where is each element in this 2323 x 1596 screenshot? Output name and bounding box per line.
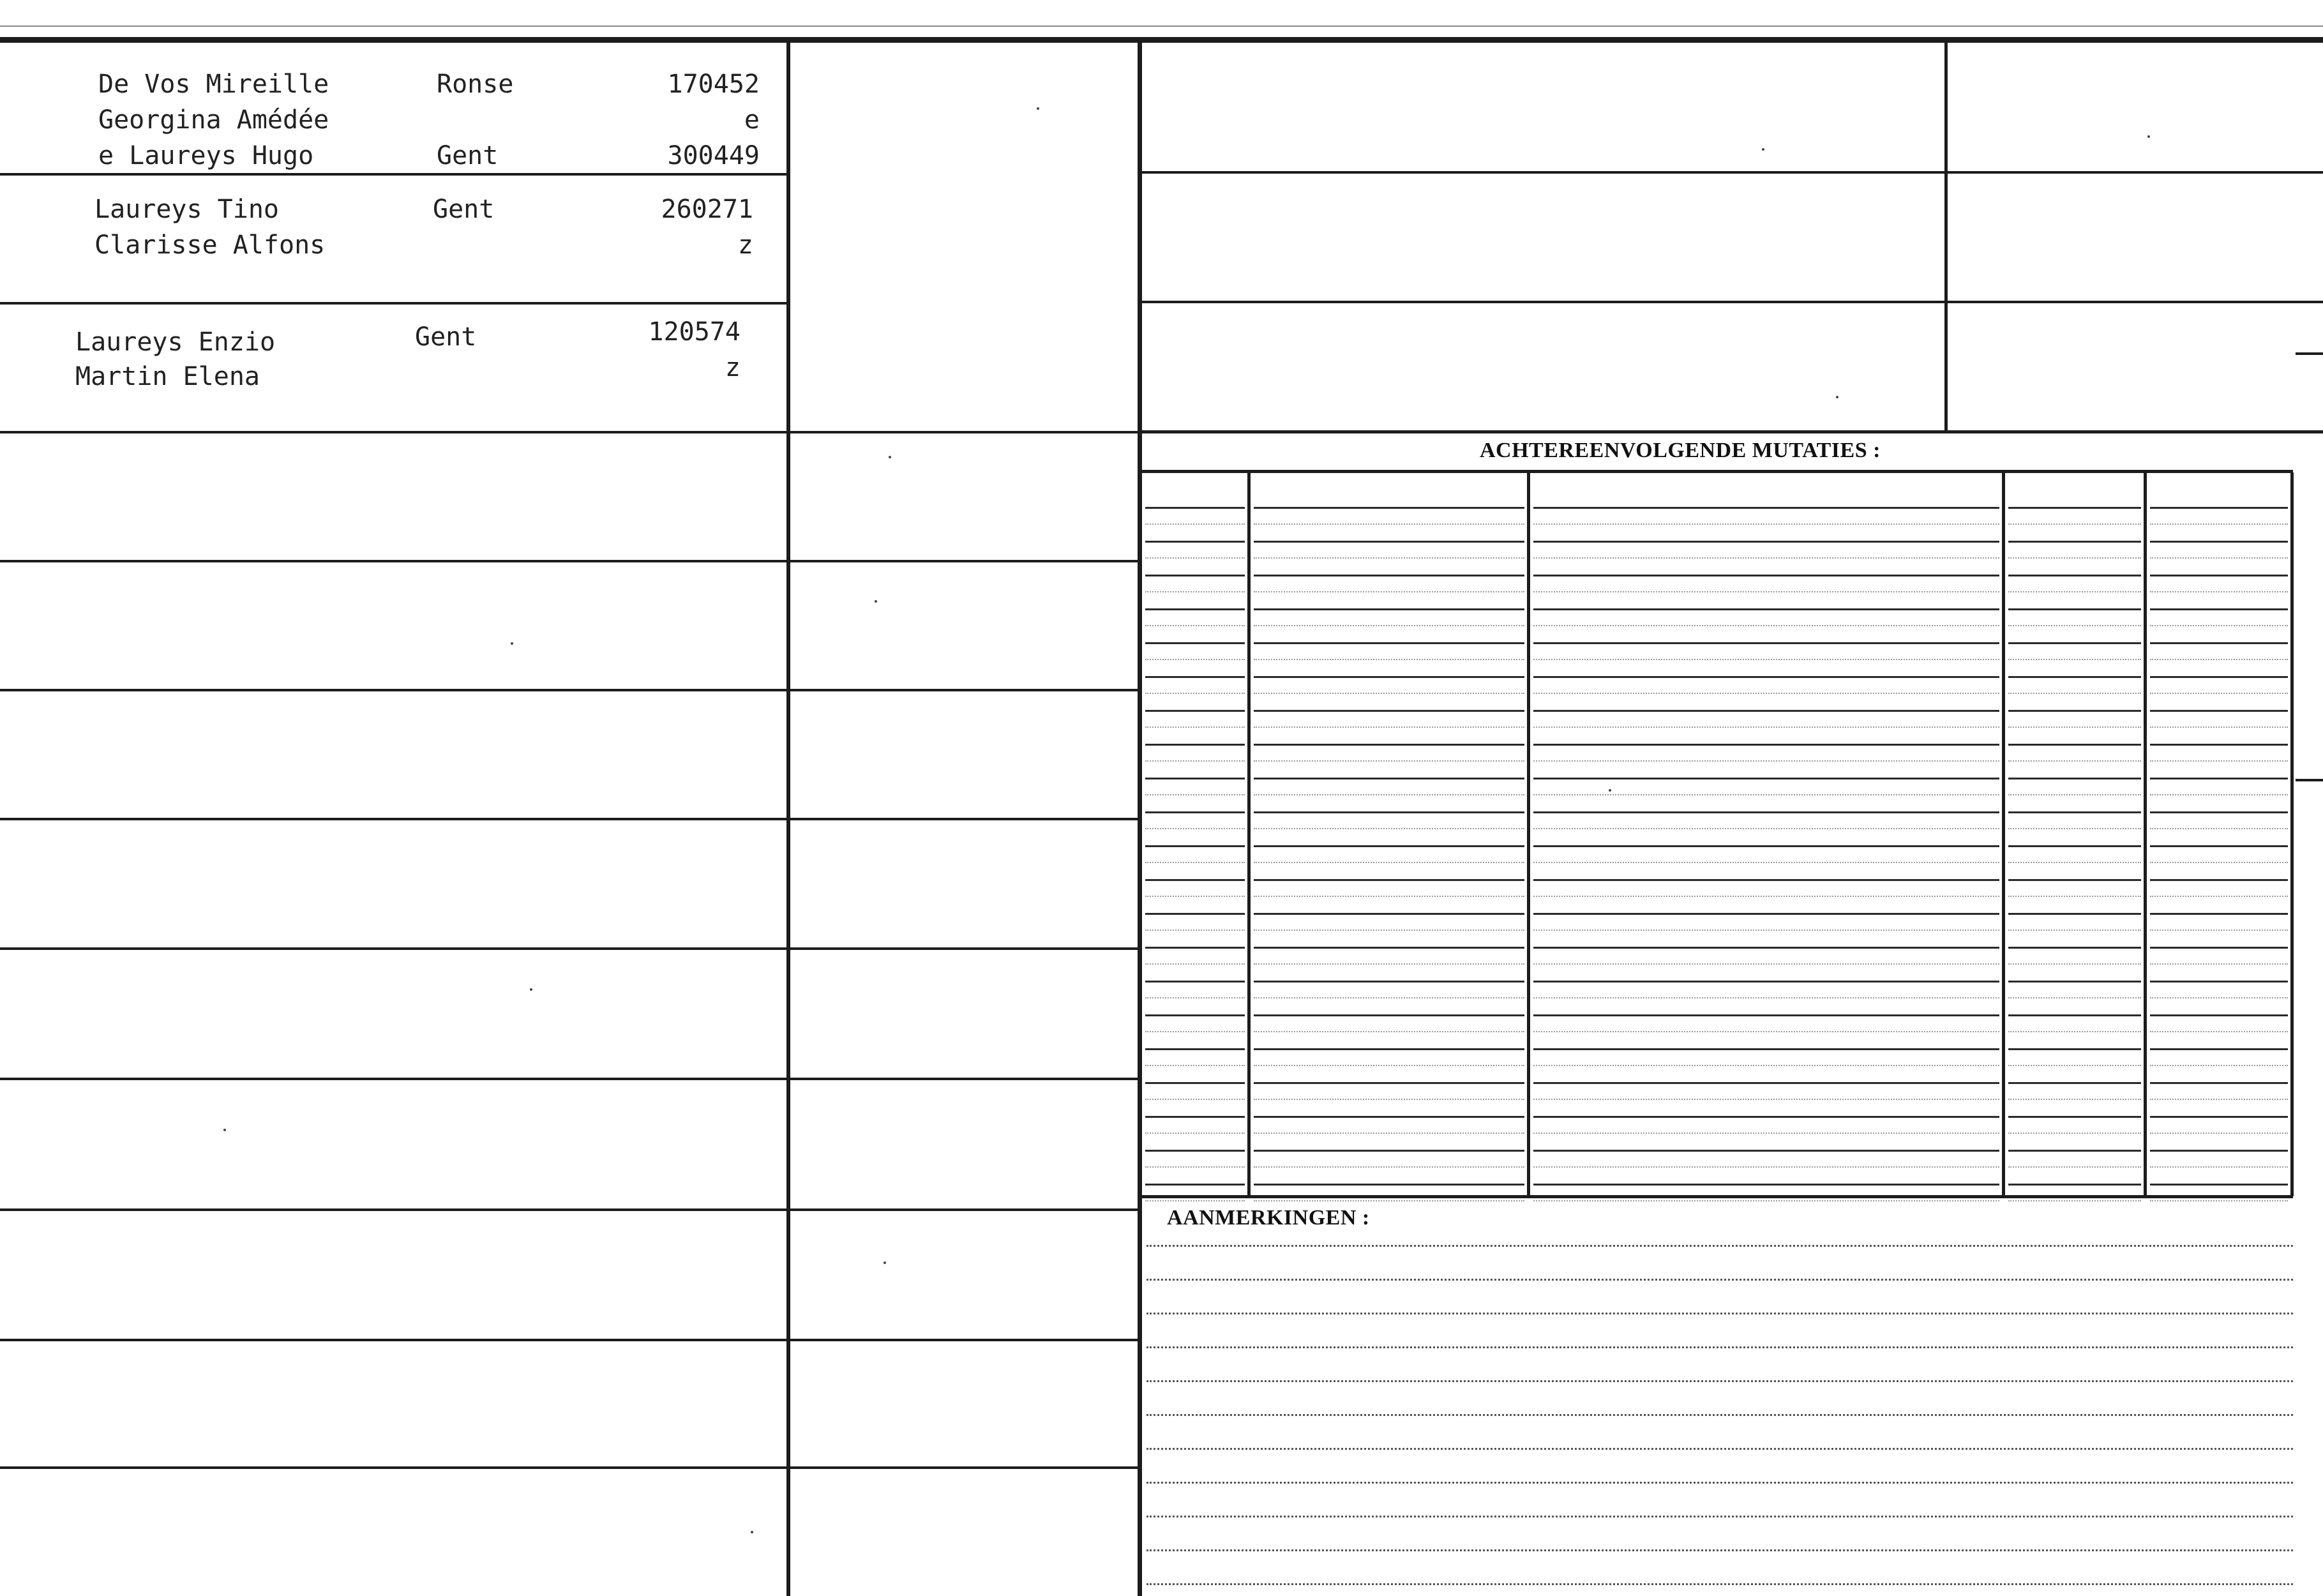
mutation-row-line xyxy=(1254,778,1524,779)
edge-mark xyxy=(2296,352,2323,355)
mutation-row-line xyxy=(1254,642,1524,644)
mutation-row-line xyxy=(2008,1150,2141,1152)
mutation-row-line xyxy=(1533,947,1999,949)
mutation-row-line xyxy=(1254,947,1524,949)
row-line xyxy=(0,689,789,691)
mutation-row-guide xyxy=(2008,693,2141,694)
remark-line xyxy=(1146,1516,2293,1517)
mutation-row-line xyxy=(1145,879,1245,881)
mutation-row-guide xyxy=(2150,1031,2288,1032)
scan-speck xyxy=(751,1531,753,1533)
mutation-row-line xyxy=(1254,1116,1524,1118)
mutation-row-guide xyxy=(2150,963,2288,965)
row-line xyxy=(789,947,1139,950)
mutation-row-guide xyxy=(1145,828,1245,829)
mutation-row-guide xyxy=(1254,591,1524,592)
row-line xyxy=(0,1339,789,1341)
mutation-row-guide xyxy=(1145,997,1245,998)
entry-1-name-line-1: De Vos Mireille xyxy=(98,70,329,99)
mutation-row-line xyxy=(1254,1082,1524,1084)
mutation-row-line xyxy=(1533,879,1999,881)
mutation-row-guide xyxy=(1533,930,1999,931)
remark-line xyxy=(1146,1414,2293,1416)
scan-speck xyxy=(875,600,877,603)
mutation-row-guide xyxy=(2008,997,2141,998)
mutation-row-line xyxy=(1254,981,1524,982)
row-line xyxy=(789,1078,1139,1080)
entry-1-code-line-1: 170452 xyxy=(667,70,760,99)
mutation-row-guide xyxy=(1254,1065,1524,1066)
row-line xyxy=(1140,430,2323,433)
mutation-row-line xyxy=(2008,541,2141,543)
mutation-row-guide xyxy=(1254,1133,1524,1134)
mutation-row-line xyxy=(2150,575,2288,576)
mutation-row-line xyxy=(1533,642,1999,644)
mutation-row-line xyxy=(1533,1184,1999,1186)
mutation-row-line xyxy=(1533,811,1999,813)
row-line xyxy=(0,302,789,305)
mutation-row-guide xyxy=(2008,794,2141,795)
entry-3-place-line-1: Gent xyxy=(415,322,477,352)
mutation-row-guide xyxy=(2150,726,2288,728)
row-line xyxy=(789,1208,1139,1211)
mutation-row-guide xyxy=(1533,523,1999,525)
mutations-table-bottom xyxy=(1140,1195,2293,1198)
entry-2-place-line-1: Gent xyxy=(433,195,495,224)
mutation-row-line xyxy=(2008,845,2141,847)
mutation-row-line xyxy=(2150,1048,2288,1050)
entry-1-place-line-3: Gent xyxy=(437,141,499,170)
mutation-row-line xyxy=(1254,845,1524,847)
mutation-row-line xyxy=(1533,541,1999,543)
mutation-row-line xyxy=(1533,1082,1999,1084)
remark-line xyxy=(1146,1549,2293,1551)
mutation-row-guide xyxy=(2150,1133,2288,1134)
mutation-row-line xyxy=(2008,1184,2141,1186)
mutation-row-guide xyxy=(2008,523,2141,525)
mutation-row-line xyxy=(2150,1014,2288,1016)
mutation-row-line xyxy=(2150,879,2288,881)
mutation-row-line xyxy=(2150,541,2288,543)
row-line xyxy=(0,560,789,562)
scan-speck xyxy=(1836,396,1838,398)
mutation-row-line xyxy=(1145,947,1245,949)
row-line xyxy=(0,947,789,950)
mutation-row-line xyxy=(1145,845,1245,847)
mutation-row-line xyxy=(1145,1014,1245,1016)
mutation-row-guide xyxy=(1145,1133,1245,1134)
row-line xyxy=(789,1339,1139,1341)
mutation-row-guide xyxy=(1254,963,1524,965)
mutation-row-guide xyxy=(1533,997,1999,998)
mutation-row-line xyxy=(1254,913,1524,915)
mutation-row-guide xyxy=(1145,1166,1245,1168)
mutations-col-divider xyxy=(1527,472,1530,1196)
mutation-row-guide xyxy=(2008,1133,2141,1134)
mutations-col-divider xyxy=(2144,472,2147,1196)
mutation-row-line xyxy=(1254,541,1524,543)
mutations-col-divider xyxy=(1247,472,1251,1196)
mutation-row-guide xyxy=(1533,557,1999,559)
mutation-row-line xyxy=(1254,710,1524,712)
mutations-table-top xyxy=(1140,470,2293,473)
mutation-row-line xyxy=(1145,1150,1245,1152)
mutation-row-line xyxy=(1145,913,1245,915)
mutation-row-line xyxy=(1533,1116,1999,1118)
mutation-row-guide xyxy=(2008,1166,2141,1168)
mutation-row-line xyxy=(1145,1184,1245,1186)
mutation-row-guide xyxy=(2008,557,2141,559)
scan-speck xyxy=(1037,107,1039,110)
mutation-row-guide xyxy=(1254,828,1524,829)
top-border xyxy=(0,37,2323,43)
mutation-row-line xyxy=(1533,744,1999,746)
entry-1-name-line-3: e Laureys Hugo xyxy=(98,141,314,170)
mutation-row-guide xyxy=(2150,1200,2288,1201)
row-line xyxy=(0,1466,789,1469)
mutation-row-guide xyxy=(1145,1200,1245,1201)
mutation-row-line xyxy=(1254,608,1524,610)
mutation-row-line xyxy=(1145,507,1245,509)
mutation-row-guide xyxy=(1533,659,1999,660)
scan-speck xyxy=(530,988,532,991)
mutation-row-guide xyxy=(1254,523,1524,525)
mutation-row-line xyxy=(2150,744,2288,746)
mutation-row-line xyxy=(2008,744,2141,746)
mutation-row-guide xyxy=(1254,726,1524,728)
mutation-row-guide xyxy=(2150,659,2288,660)
entry-1-code-line-3: 300449 xyxy=(667,141,760,170)
mutation-row-guide xyxy=(1145,1065,1245,1066)
entry-2-code-line-1: 260271 xyxy=(661,195,753,224)
mutation-row-guide xyxy=(1254,930,1524,931)
mutation-row-guide xyxy=(2008,896,2141,897)
mutation-row-line xyxy=(2150,642,2288,644)
mutation-row-line xyxy=(1533,913,1999,915)
mutation-row-line xyxy=(1533,1150,1999,1152)
mutation-row-line xyxy=(1145,1082,1245,1084)
mutation-row-guide xyxy=(1254,997,1524,998)
mutation-row-guide xyxy=(2008,1065,2141,1066)
mutation-row-line xyxy=(1533,710,1999,712)
mutation-row-line xyxy=(2150,608,2288,610)
mutation-row-line xyxy=(1145,1048,1245,1050)
mutations-col-divider xyxy=(2002,472,2005,1196)
row-line xyxy=(0,1078,789,1080)
mutation-row-line xyxy=(2008,507,2141,509)
mutation-row-guide xyxy=(2008,760,2141,762)
mutation-row-guide xyxy=(1145,726,1245,728)
mutation-row-guide xyxy=(2150,693,2288,694)
scan-speck xyxy=(1762,148,1764,151)
mutation-row-line xyxy=(2150,811,2288,813)
scan-speck xyxy=(223,1129,226,1131)
mutation-row-line xyxy=(2150,981,2288,982)
remark-line xyxy=(1146,1380,2293,1382)
mutation-row-line xyxy=(2008,879,2141,881)
mutation-row-line xyxy=(1254,507,1524,509)
mutation-row-line xyxy=(1145,541,1245,543)
mutation-row-line xyxy=(1254,879,1524,881)
mutation-row-guide xyxy=(1145,1099,1245,1100)
mutation-row-line xyxy=(1533,778,1999,779)
mutation-row-line xyxy=(2150,1184,2288,1186)
mutation-row-guide xyxy=(2008,625,2141,626)
mutation-row-guide xyxy=(2150,1099,2288,1100)
mutation-row-line xyxy=(1145,710,1245,712)
mutation-row-line xyxy=(2008,1116,2141,1118)
mutation-row-line xyxy=(1533,676,1999,678)
mutation-row-line xyxy=(1533,575,1999,576)
mutation-row-line xyxy=(1254,575,1524,576)
row-line xyxy=(1140,171,2323,174)
mutation-row-guide xyxy=(2008,930,2141,931)
mutation-row-guide xyxy=(1145,693,1245,694)
edge-mark xyxy=(2296,779,2323,781)
mutation-row-guide xyxy=(2150,557,2288,559)
remark-line xyxy=(1146,1279,2293,1281)
remark-line xyxy=(1146,1482,2293,1484)
mutation-row-guide xyxy=(1533,693,1999,694)
entry-1-name-line-2: Georgina Amédée xyxy=(98,105,329,135)
mutation-row-guide xyxy=(2150,896,2288,897)
entry-2-name-line-2: Clarisse Alfons xyxy=(94,230,326,260)
mutation-row-guide xyxy=(2008,1099,2141,1100)
scan-speck xyxy=(511,642,513,645)
mutation-row-line xyxy=(2008,710,2141,712)
mutation-row-line xyxy=(1145,744,1245,746)
mutation-row-guide xyxy=(2150,828,2288,829)
mutation-row-guide xyxy=(2150,794,2288,795)
mutation-row-line xyxy=(1145,981,1245,982)
mutation-row-guide xyxy=(1254,794,1524,795)
mutation-row-line xyxy=(2008,778,2141,779)
mutation-row-guide xyxy=(2150,523,2288,525)
remark-line xyxy=(1146,1245,2293,1247)
entry-2-code-line-2: z xyxy=(737,230,753,260)
scan-speck xyxy=(883,1261,886,1264)
mutation-row-guide xyxy=(1533,1133,1999,1134)
mutation-row-guide xyxy=(2150,591,2288,592)
mutation-row-guide xyxy=(1145,557,1245,559)
mutation-row-line xyxy=(1145,1116,1245,1118)
mutation-row-line xyxy=(2008,608,2141,610)
mutation-row-guide xyxy=(1254,1200,1524,1201)
mutation-row-guide xyxy=(2008,1200,2141,1201)
mutation-row-guide xyxy=(1533,1166,1999,1168)
mutation-row-guide xyxy=(2150,862,2288,863)
scan-speck xyxy=(889,456,891,458)
remark-line xyxy=(1146,1346,2293,1348)
mutation-row-guide xyxy=(1145,862,1245,863)
mutations-col-divider xyxy=(2290,472,2294,1196)
mutation-row-line xyxy=(1145,811,1245,813)
mutation-row-line xyxy=(2150,676,2288,678)
mutation-row-guide xyxy=(2008,828,2141,829)
mutation-row-guide xyxy=(2150,625,2288,626)
mutation-row-line xyxy=(2150,1116,2288,1118)
entry-3-name-line-1: Laureys Enzio xyxy=(75,327,276,357)
mutation-row-line xyxy=(2008,642,2141,644)
remark-line xyxy=(1146,1583,2293,1585)
mutation-row-line xyxy=(1533,845,1999,847)
mutation-row-guide xyxy=(1254,896,1524,897)
mutation-row-guide xyxy=(1145,523,1245,525)
mutation-row-guide xyxy=(1254,557,1524,559)
mutation-row-line xyxy=(1254,744,1524,746)
mutation-row-guide xyxy=(1254,625,1524,626)
mutation-row-guide xyxy=(1145,591,1245,592)
mutation-row-line xyxy=(2150,778,2288,779)
mutation-row-line xyxy=(1533,1048,1999,1050)
row-line xyxy=(789,689,1139,691)
mutation-row-guide xyxy=(1533,896,1999,897)
mutation-row-guide xyxy=(1145,963,1245,965)
mutation-row-line xyxy=(2150,1150,2288,1152)
mutation-row-guide xyxy=(1533,1200,1999,1201)
column-divider-3 xyxy=(1944,40,1948,430)
mutation-row-line xyxy=(2150,710,2288,712)
mutation-row-guide xyxy=(2150,1166,2288,1168)
mutation-row-line xyxy=(2008,947,2141,949)
row-line xyxy=(0,818,789,820)
mutation-row-line xyxy=(1145,778,1245,779)
scan-speck xyxy=(2147,135,2150,138)
mutation-row-guide xyxy=(1254,760,1524,762)
remarks-heading: AANMERKINGEN : xyxy=(1167,1206,1370,1230)
mutation-row-guide xyxy=(1145,625,1245,626)
mutation-row-line xyxy=(2008,811,2141,813)
mutation-row-line xyxy=(2008,676,2141,678)
mutation-row-guide xyxy=(2008,1031,2141,1032)
row-line xyxy=(789,1466,1139,1469)
entry-1-place-line-1: Ronse xyxy=(437,70,514,99)
mutation-row-line xyxy=(1145,676,1245,678)
mutation-row-line xyxy=(1254,676,1524,678)
entry-3-code-line-2: z xyxy=(725,353,741,382)
mutation-row-line xyxy=(2008,1082,2141,1084)
row-line xyxy=(789,560,1139,562)
mutation-row-guide xyxy=(2008,963,2141,965)
mutations-heading: ACHTEREENVOLGENDE MUTATIES : xyxy=(1480,439,1881,462)
mutation-row-guide xyxy=(1533,760,1999,762)
mutation-row-line xyxy=(2150,913,2288,915)
mutation-row-guide xyxy=(1533,963,1999,965)
scan-speck xyxy=(1609,789,1611,792)
mutation-row-guide xyxy=(1533,1099,1999,1100)
mutation-row-guide xyxy=(1533,828,1999,829)
mutation-row-line xyxy=(1533,507,1999,509)
mutation-row-guide xyxy=(1533,591,1999,592)
mutation-row-guide xyxy=(1533,625,1999,626)
mutation-row-line xyxy=(2150,1082,2288,1084)
mutation-row-guide xyxy=(1254,659,1524,660)
mutation-row-guide xyxy=(1533,862,1999,863)
mutation-row-guide xyxy=(1533,1031,1999,1032)
mutation-row-guide xyxy=(1145,896,1245,897)
mutation-row-guide xyxy=(1254,1166,1524,1168)
mutation-row-line xyxy=(1254,1184,1524,1186)
mutation-row-line xyxy=(1533,981,1999,982)
mutation-row-guide xyxy=(2008,591,2141,592)
row-line xyxy=(0,431,789,433)
entry-2-name-line-1: Laureys Tino xyxy=(94,195,279,224)
mutation-row-line xyxy=(2008,1048,2141,1050)
mutation-row-guide xyxy=(1145,760,1245,762)
mutation-row-guide xyxy=(2150,1065,2288,1066)
mutation-row-line xyxy=(1254,1014,1524,1016)
mutation-row-line xyxy=(1533,608,1999,610)
mutation-row-guide xyxy=(1145,659,1245,660)
mutation-row-line xyxy=(2008,981,2141,982)
mutation-row-guide xyxy=(2150,997,2288,998)
mutation-row-guide xyxy=(1145,794,1245,795)
mutation-row-line xyxy=(2008,1014,2141,1016)
mutation-row-guide xyxy=(1533,794,1999,795)
mutation-row-line xyxy=(1254,811,1524,813)
mutation-row-guide xyxy=(1254,862,1524,863)
remark-line xyxy=(1146,1448,2293,1450)
mutation-row-line xyxy=(2150,507,2288,509)
mutation-row-line xyxy=(1145,642,1245,644)
mutation-row-guide xyxy=(2008,659,2141,660)
mutation-row-guide xyxy=(1533,1065,1999,1066)
mutation-row-line xyxy=(1145,608,1245,610)
mutation-row-guide xyxy=(1254,1099,1524,1100)
entry-3-code-line-1: 120574 xyxy=(648,317,741,347)
entry-1-code-line-2: e xyxy=(744,105,760,135)
row-line xyxy=(789,818,1139,820)
mutation-row-guide xyxy=(1145,1031,1245,1032)
mutation-row-guide xyxy=(2150,930,2288,931)
entry-3-name-line-2: Martin Elena xyxy=(75,362,260,391)
top-rule-thin xyxy=(0,26,2323,27)
mutation-row-guide xyxy=(1533,726,1999,728)
mutation-row-line xyxy=(1145,575,1245,576)
mutation-row-line xyxy=(2150,845,2288,847)
mutation-row-line xyxy=(2008,913,2141,915)
row-line xyxy=(0,1208,789,1211)
mutation-row-guide xyxy=(1145,930,1245,931)
mutation-row-guide xyxy=(2008,862,2141,863)
mutation-row-line xyxy=(2008,575,2141,576)
mutation-row-guide xyxy=(2008,726,2141,728)
remark-line xyxy=(1146,1313,2293,1314)
mutation-row-line xyxy=(2150,947,2288,949)
mutation-row-guide xyxy=(1254,1031,1524,1032)
row-line xyxy=(1140,301,2323,303)
mutation-row-guide xyxy=(2150,760,2288,762)
row-line xyxy=(789,431,1139,433)
mutation-row-guide xyxy=(1254,693,1524,694)
mutation-row-line xyxy=(1254,1150,1524,1152)
mutation-row-line xyxy=(1254,1048,1524,1050)
mutation-row-line xyxy=(1533,1014,1999,1016)
